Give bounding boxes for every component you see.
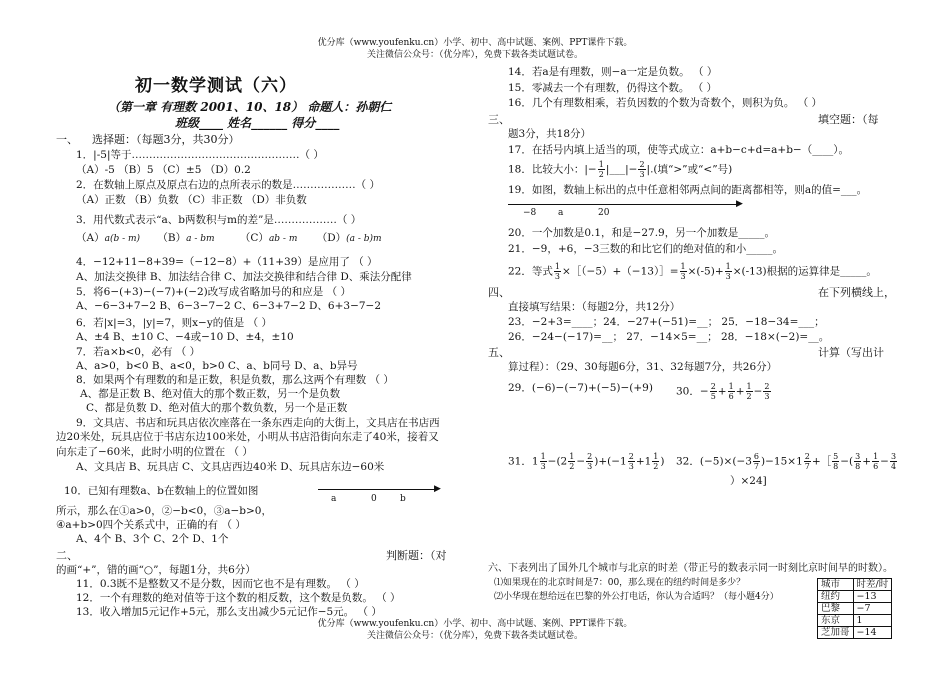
section-6-question-1: ⑴如果现在的北京时间是7：00，那么现在的纽约时间是多少？ — [494, 578, 746, 588]
time-difference-table — [817, 578, 892, 639]
section-1-heading: 选择题：（每题3分，共30分） — [92, 133, 240, 146]
question-13: 13．收入增加5元记作+5元，那么支出减少5元记作−5元。 （ ） — [76, 606, 382, 618]
question-7-options: A、a>0，b<0 B、a<0，b>0 C、a、b同号 D、a、b异号 — [76, 360, 358, 372]
question-2: 2．在数轴上原点及原点右边的点所表示的数是………………（ ） — [76, 179, 381, 191]
section-3-number: 三、 — [488, 113, 510, 126]
question-9-options: A、文具店 B、玩具店 C、文具店西边40米 D、玩具店东边−60米 — [76, 461, 385, 473]
question-16: 16．几个有理数相乘，若负因数的个数为奇数个，则积为负。 （ ） — [508, 97, 823, 109]
question-21: 21．−9，+6，−3三数的和比它们的绝对值的和小_____。 — [508, 243, 784, 255]
question-18: 18．比较大小：|− $\frac{1}{2}$ |___|− $\frac{2}{3}$ |.(填“>”或“<”号) — [508, 160, 733, 179]
section-4-number: 四、 — [488, 286, 510, 299]
question-32: 32．(−5)×(−3 $\frac{6}{7}$ )−15×1 $\frac{2}{7}$ +［ $\frac{5}{8}$ −( $\frac{3}{8}$ + $\frac{1}{6}$ − $\frac{3}{4}$ — [676, 452, 897, 471]
question-4-options: A、加法交换律 B、加法结合律 C、加法交换律和结合律 D、乘法分配律 — [76, 271, 412, 283]
question-20: 20．一个加数是0.1，和是−27.9，另一个加数是_____。 — [508, 227, 775, 239]
question-9-line-1: 9．文具店、书店和玩具店依次座落在一条东西走向的大街上，文具店在书店西 — [76, 417, 440, 429]
header-line-1: 优分库（www.youfenku.cn）小学、初中、高中试题、案例、PPT课件下载。 — [317, 38, 633, 48]
table-cell: 芝加哥 — [818, 627, 854, 639]
question-10-line-2: 所示，那么在①a>0，②−b<0，③a−b>0， — [56, 505, 272, 517]
question-1-options: （A）-5 （B）5 （C）±5 （D）0.2 — [76, 164, 251, 176]
table-cell: 巴黎 — [818, 603, 854, 615]
q19-label-left: −8 — [523, 208, 537, 218]
question-10-line-3: ④a+b>0四个关系式中，正确的有 （ ） — [56, 519, 246, 531]
question-2-options: （A）正数 （B）负数 （C）非正数 （D）非负数 — [76, 194, 307, 206]
q10-label-a: a — [331, 494, 337, 504]
question-4: 4．−12+11−8+39=（−12−8）+（11+39）是应用了 （ ） — [76, 256, 378, 268]
footer-line-1: 优分库（www.youfenku.cn）小学、初中、高中试题、案例、PPT课件下载。 — [317, 619, 633, 629]
section-5-heading: 算过程）：（29、30每题6分，31、32每题7分，共26分） — [508, 361, 778, 373]
q18-fraction-1: $\frac{1}{2}$ — [598, 160, 604, 179]
question-11: 11．0.3既不是整数又不是分数，因而它也不是有理数。 （ ） — [76, 578, 365, 590]
question-7: 7．若a×b<0，必有 （ ） — [76, 346, 201, 358]
table-row — [818, 591, 892, 603]
table-cell: −14 — [853, 627, 892, 639]
section-5-number: 五、 — [488, 346, 510, 359]
q19-number-line — [508, 204, 738, 205]
footer-line-2: 关注微信公众号：（优分库），免费下载各类试题试卷。 — [366, 631, 583, 641]
section-6-heading: 六、下表列出了国外几个城市与北京的时差（带正号的数表示同一时刻比京时间早的时数）。 — [488, 563, 893, 574]
section-4-heading-right: 在下列横线上， — [818, 286, 895, 299]
q22-prefix: 22．等式 — [508, 265, 553, 278]
section-3-heading-right: 填空题：（每 — [818, 113, 879, 126]
question-32-tail: ）×24] — [730, 475, 767, 487]
question-6: 6．若|x|=3，|y|=7，则x−y的值是 （ ） — [76, 317, 272, 329]
question-5-options: A、−6−3+7−2 B、6−3−7−2 C、6−3+7−2 D、6+3−7−2 — [76, 300, 382, 312]
q18-suffix: |.(填“>”或“<”号) — [646, 163, 733, 176]
section-5-heading-right: 计算（写出计 — [818, 346, 884, 359]
question-19: 19．如图，数轴上标出的点中任意相邻两点间的距离都相等，则a的值=___。 — [508, 184, 868, 196]
question-17: 17．在括号内填上适当的项，使等式成立：a+b−c+d=a+b−（____）。 — [508, 144, 849, 156]
table-row — [818, 627, 892, 639]
question-8-options-cd: C、都是负数 D、绝对值大的那个数负数，另一个是正数 — [86, 402, 348, 414]
q18-prefix: 18．比较大小： — [508, 163, 585, 176]
q3-label-a: （A） — [76, 232, 105, 244]
q3-expr-d: (a - b)m — [346, 234, 382, 244]
table-cell: −7 — [853, 603, 892, 615]
q32-label: 32． — [676, 455, 700, 468]
question-9-line-2: 边20米处，玩具店位于书店东边100米处，小明从书店沿街向东走了40米，接着又 — [56, 431, 439, 443]
q3-label-d: （D） — [316, 232, 347, 244]
subtitle: （第一章 有理数 2001、10、18） 命题人：孙朝仁 — [108, 100, 392, 114]
q10-label-0: 0 — [371, 494, 377, 504]
table-cell: 东京 — [818, 615, 854, 627]
question-1: 1．|-5|等于…………………………………………（ ） — [76, 149, 324, 161]
question-31: 31．1 $\frac{1}{3}$ −(2 $\frac{1}{2}$ − $\frac{2}{3}$ )+(−1 $\frac{2}{3}$ +1 $\frac{1}{2}$ ) — [508, 452, 665, 471]
table-cell: −13 — [853, 591, 892, 603]
question-26-28: 26．−24−(−17)=__； 27．−14×5=__； 28．−18×(−2)=__。 — [508, 331, 830, 343]
question-8-options-ab: A、都是正数 B、绝对值大的那个数正数，另一个是负数 — [80, 388, 341, 400]
question-10: 10．已知有理数a、b在数轴上的位置如图 — [64, 485, 259, 497]
q10-number-line — [318, 489, 436, 490]
q10-label-b: b — [400, 494, 406, 504]
q22-middle-2: ×(-5)+ — [687, 265, 724, 278]
question-14: 14．若a是有理数，则−a一定是负数。 （ ） — [508, 66, 718, 78]
question-3-options — [76, 232, 382, 245]
question-6-options: A、±4 B、±10 C、−4或−10 D、±4，±10 — [76, 331, 294, 343]
q10-arrow-icon: ▶ — [434, 484, 441, 494]
q3-label-b: （B） — [157, 232, 187, 244]
q3-expr-c: ab - m — [268, 234, 298, 244]
table-row — [818, 615, 892, 627]
q18-fraction-2: $\frac{2}{3}$ — [639, 160, 645, 179]
header-line-2: 关注微信公众号：（优分库），免费下载各类试题试卷。 — [366, 50, 583, 60]
q30-label: 30． — [676, 385, 700, 398]
q19-arrow-icon: ▶ — [736, 199, 743, 209]
table-header-city: 城市 — [818, 579, 854, 591]
question-8: 8．如果两个有理数的和是正数，积是负数，那么这两个有理数 （ ） — [76, 374, 394, 386]
question-22 — [508, 262, 877, 281]
q3-label-c: （C） — [239, 232, 269, 244]
q22-fraction-2: $\frac{1}{3}$ — [680, 262, 686, 281]
section-2-heading: 的画“+”，错的画“○”，每题1分，共6分） — [56, 564, 256, 576]
question-12: 12．一个有理数的绝对值等于这个数的相反数，这个数是负数。 （ ） — [76, 592, 401, 604]
q3-expr-b: a - bm — [186, 234, 215, 244]
question-5: 5．将6−(+3)−(−7)+(−2)改写成省略加号的和应是 （ ） — [76, 286, 351, 298]
student-line: 班级____ 姓名______ 得分____ — [175, 116, 340, 130]
section-6-question-2: ⑵小华现在想给远在巴黎的外公打电话，你认为合适吗？（每小题4分） — [494, 592, 779, 602]
table-cell: 纽约 — [818, 591, 854, 603]
question-10-options: A、4个 B、3个 C、2个 D、1个 — [76, 533, 229, 545]
q22-suffix: ×(-13)根据的运算律是_____。 — [732, 265, 877, 278]
q19-label-a: a — [558, 208, 564, 218]
question-3: 3．用代数式表示“a、b两数积与m的差”是………………（ ） — [76, 214, 362, 226]
question-30: 30．− $\frac{2}{5}$ + $\frac{1}{6}$ + $\frac{1}{2}$ − $\frac{2}{3}$ — [676, 382, 770, 401]
question-23-25: 23．−2+3=____；24．−27+(−51)=__； 25．−18−34=___； — [508, 316, 825, 328]
question-15: 15．零减去一个有理数，仍得这个数。 （ ） — [508, 82, 718, 94]
q22-fraction-1: $\frac{1}{3}$ — [554, 262, 560, 281]
q31-label: 31． — [508, 455, 532, 468]
table-row — [818, 603, 892, 615]
section-3-heading: 题3分，共18分） — [508, 128, 592, 140]
section-2-heading-right: 判断题：（对 — [386, 549, 447, 562]
question-9-line-3: 向东走了−60米，此时小明的位置在 （ ） — [56, 446, 253, 458]
section-2-number: 二、 — [56, 549, 78, 562]
q19-label-right: 20 — [598, 208, 610, 218]
q22-fraction-3: $\frac{1}{3}$ — [725, 262, 731, 281]
section-4-heading: 直接填写结果：（每题2分，共12分） — [508, 301, 681, 313]
table-cell: 1 — [853, 615, 892, 627]
page-title: 初一数学测试（六） — [135, 76, 297, 96]
q3-expr-a: a(b - m) — [104, 234, 141, 244]
table-header-row — [818, 579, 892, 591]
question-29: 29．(−6)−(−7)+(−5)−(+9) — [508, 382, 653, 394]
q22-middle: ×［（−5）+（−13）］= — [561, 265, 679, 278]
table-header-diff: 时差/时 — [853, 579, 892, 591]
section-1-number: 一、 — [56, 133, 78, 146]
